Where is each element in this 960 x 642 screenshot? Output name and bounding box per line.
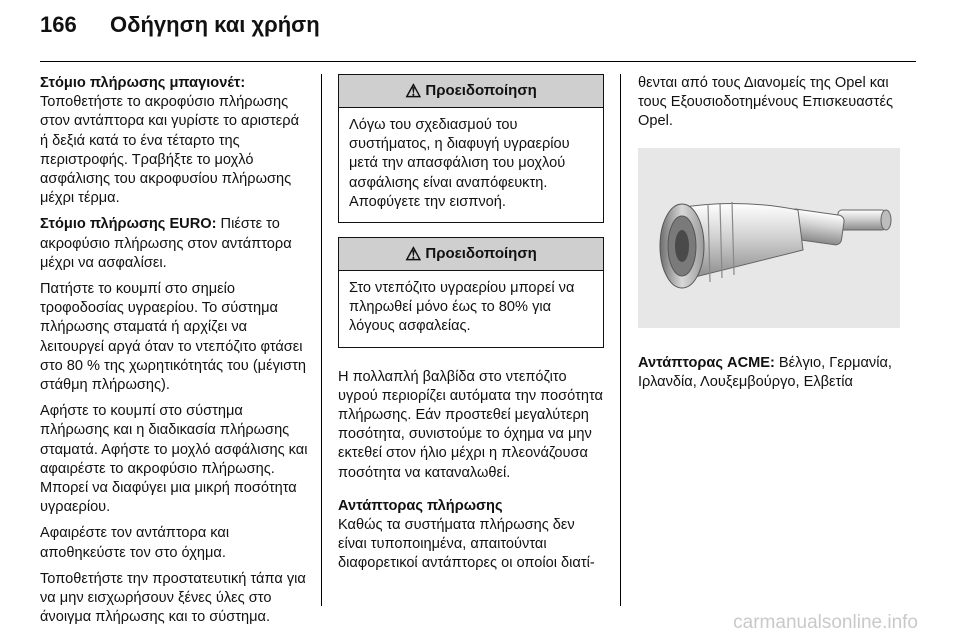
paragraph-acme-caption [638, 354, 916, 392]
paragraph-remove-adapter: Αφαιρέστε τον αντάπτορα και αποθηκεύστε τον στο όχημα. [40, 525, 230, 561]
page-number: 166 [40, 12, 77, 37]
warning-title-1: Προειδοποίηση [425, 82, 537, 100]
page-title: Οδήγηση και χρήση [110, 12, 320, 37]
column-left [40, 74, 310, 634]
adapter-text: Καθώς τα συστήματα πλήρωσης δεν είναι τυποποιημένα, απαιτούνται διαφορετικοί αντάπτορες οι οποίοι διατί- [338, 517, 595, 572]
paragraph-adapter [338, 497, 604, 574]
paragraph-multivalve: Η πολλαπλή βαλβίδα στο ντεπόζιτο υγρού περιορίζει αυτόματα την ποσότητα πλήρωσης. Εάν προστεθεί μεγαλύτερη ποσότητα, συνιστούμε το όχημα να μην εκτεθεί στον ήλιο μέχρι η πλεονάζουσα ποσότητα να καταναλωθεί. [338, 368, 603, 481]
euro-label: Στόμιο πλήρωσης EURO: [40, 216, 217, 233]
warning-box-1 [338, 74, 604, 223]
warning-triangle-icon: ⚠ [405, 81, 422, 101]
paragraph-dealers: θενται από τους Διανομείς της Opel και τους Εξουσιοδοτημένους Επισκευαστές Opel. [638, 75, 893, 130]
column-middle [338, 74, 604, 581]
warning-box-2 [338, 237, 604, 348]
adapter-heading: Αντάπτορας πλήρωσης [338, 497, 503, 514]
euro-text: Πιέστε το ακροφύσιο πλήρωσης στον αντάπτορα μέχρι να ασφαλίσει. [40, 216, 292, 271]
acme-label: Αντάπτορας ACME: [638, 354, 775, 371]
paragraph-euro [40, 215, 310, 273]
acme-adapter-figure [638, 148, 900, 328]
acme-adapter-illustration [638, 148, 900, 328]
warning-text-1: Λόγω του σχεδιασμού του συστήματος, η διαφυγή υγραερίου μετά την απασφάλιση του μοχλού ασφάλισης είναι αναπόφευκτη. Αποφύγετε την εισπνοή. [349, 117, 570, 210]
bayonet-label: Στόμιο πλήρωσης μπαγιονέτ: [40, 75, 246, 91]
bayonet-text: Τοποθετήστε το ακροφύσιο πλήρωσης στον αντάπτορα και γυρίστε το αριστερά ή δεξιά κατά το ένα τέταρτο της περιστροφής. Τραβήξτε το μοχλό ασφάλισης του ακροφυσίου πλήρωσης μέχρι τέρμα. [40, 94, 300, 207]
warning-header-2 [339, 238, 603, 271]
warning-title-2: Προειδοποίηση [425, 245, 537, 263]
column-right [638, 74, 916, 399]
acme-countries: Βέλγιο, Γερμανία, Ιρλανδία, Λουξεμβούργο, Ελβετία [638, 354, 892, 390]
column-divider-2 [620, 74, 621, 606]
paragraph-press-button: Πατήστε το κουμπί στο σημείο τροφοδοσίας υγραερίου. Το σύστημα πλήρωσης σταματά ή αρχίζει να λειτουργεί αργά όταν το ντεπόζιτο φτάσει στο 80 % της χωρητικότητάς του (μέγιστη στάθμη πλήρωσης). [40, 281, 307, 394]
watermark: carmanualsonline.info [733, 612, 918, 633]
header-divider [40, 61, 916, 62]
paragraph-bayonet [40, 74, 310, 208]
paragraph-protective-cap: Τοποθετήστε την προστατευτική τάπα για να μην εισχωρήσουν ξένες ύλες στο άνοιγμα πλήρωσης και το σύστημα. [40, 570, 306, 626]
column-divider-1 [321, 74, 322, 606]
warning-triangle-icon: ⚠ [405, 244, 422, 265]
warning-header-1 [339, 75, 603, 108]
paragraph-release-button: Αφήστε το κουμπί στο σύστημα πλήρωσης και η διαδικασία πλήρωσης σταματά. Αφήστε το μοχλό ασφάλισης και αφαιρέστε το ακροφύσιο πλήρωσης. Μπορεί να διαφύγει μια μικρή ποσότητα υγραερίου. [40, 403, 308, 516]
warning-text-2: Στο ντεπόζιτο υγραερίου μπορεί να πληρωθεί μόνο έως το 80% για λόγους ασφαλείας. [349, 280, 575, 335]
